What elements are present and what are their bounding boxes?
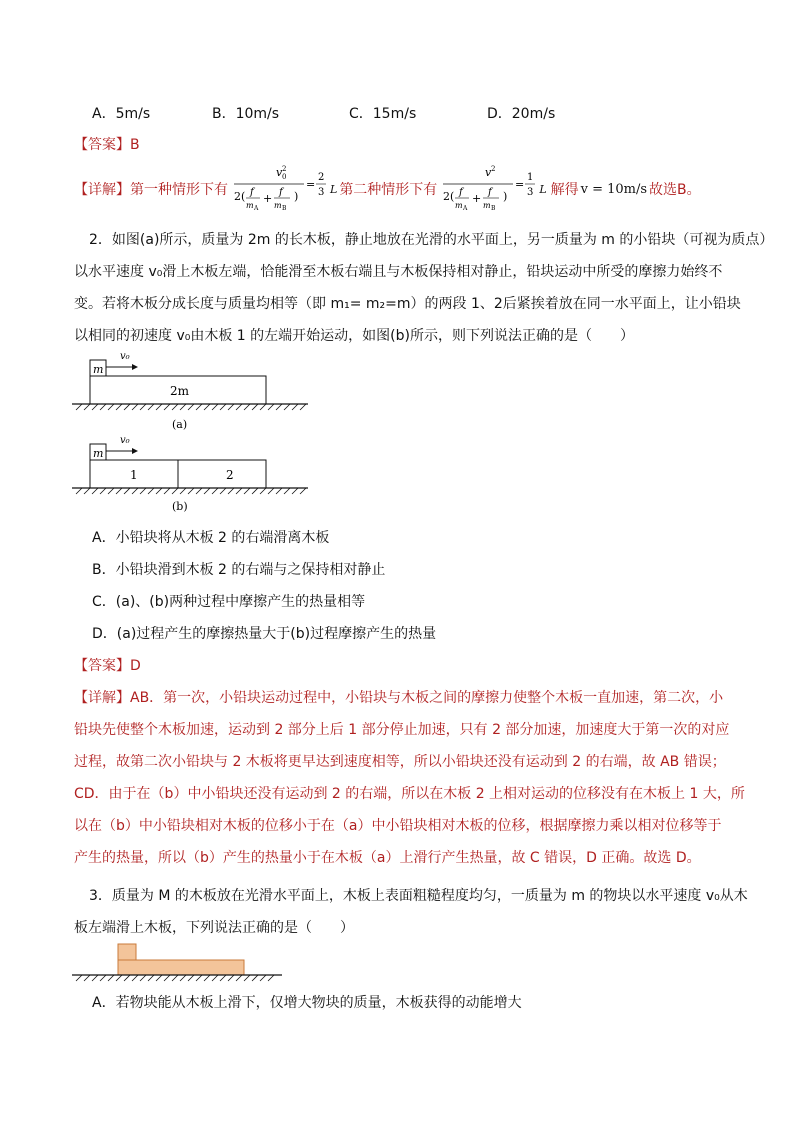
answer-value: D bbox=[130, 658, 141, 674]
svg-text:f: f bbox=[488, 187, 493, 198]
q2-option-d: D．(a)过程产生的摩擦热量大于(b)过程摩擦产生的热量 bbox=[92, 626, 437, 642]
svg-text:+: + bbox=[263, 192, 273, 205]
eq2-L: L bbox=[539, 182, 547, 196]
answer-tag: 【答案】 bbox=[74, 658, 130, 674]
figure-b-board2-label: 2 bbox=[226, 468, 234, 482]
svg-text:A: A bbox=[254, 205, 259, 212]
figure-a-caption: (a) bbox=[172, 418, 188, 431]
detail-tag: 【详解】 bbox=[74, 182, 130, 198]
q2-stem-line-3: 变。若将木板分成长度与质量均相等（即 m₁= m₂=m）的两段 1、2后紧挨着放在同一水平面上，让小铅块 bbox=[74, 296, 741, 312]
figure-a-velocity: v₀ bbox=[120, 351, 130, 362]
svg-text:): ) bbox=[503, 190, 508, 203]
q2-stem-line-4: 以相同的初速度 v₀由木板 1 的左端开始运动，如图(b)所示，则下列说法正确的是（ ） bbox=[74, 328, 634, 344]
svg-text:2(: 2( bbox=[234, 190, 246, 203]
q2-detail-line-4: CD．由于在（b）中小铅块还没有运动到 2 的右端，所以在木板 2 上相对运动的位移没有在木板上 1 大，所 bbox=[74, 786, 745, 802]
answer-tag: 【答案】 bbox=[74, 137, 130, 153]
figure-b-block-label: m bbox=[93, 447, 104, 460]
detail-text-2: 第二种情形下有 bbox=[339, 182, 438, 198]
equation-2 bbox=[441, 162, 539, 216]
svg-text:v: v bbox=[485, 166, 492, 179]
figure-a-block-label: m bbox=[93, 363, 104, 376]
q1-option-a: A．5m/s bbox=[92, 106, 151, 122]
svg-text:2: 2 bbox=[318, 172, 325, 183]
svg-text:m: m bbox=[483, 201, 491, 210]
detail-text-1: 第一种情形下有 bbox=[130, 182, 228, 198]
answer-value: B bbox=[130, 137, 140, 153]
figure-a bbox=[72, 348, 312, 434]
q2-option-c: C．(a)、(b)两种过程中摩擦产生的热量相等 bbox=[92, 594, 366, 610]
figure-q3 bbox=[72, 940, 284, 986]
q2-detail-line-3: 过程，故第二次小铅块与 2 木板将更早达到速度相等，所以小铅块还没有运动到 2 的右端，故 AB 错误； bbox=[74, 754, 726, 770]
q3-block bbox=[118, 944, 136, 960]
figure-b-caption: (b) bbox=[172, 500, 188, 513]
svg-text:1: 1 bbox=[527, 172, 534, 183]
svg-text:m: m bbox=[246, 201, 254, 210]
figure-a-board-label: 2m bbox=[170, 384, 190, 398]
q3-stem-line-2: 板左端滑上木板，下列说法正确的是（ ） bbox=[74, 920, 354, 936]
svg-text:f: f bbox=[250, 187, 254, 198]
svg-text:2: 2 bbox=[282, 165, 287, 173]
q2-answer bbox=[74, 655, 141, 675]
q2-detail-line-1: 【详解】AB．第一次，小铅块运动过程中，小铅块与木板之间的摩擦力使整个木板一直加速，第二次，小 bbox=[74, 690, 724, 706]
svg-text:): ) bbox=[294, 190, 299, 203]
q1-answer bbox=[74, 134, 140, 154]
svg-text:m: m bbox=[455, 201, 463, 210]
detail-text-4: 故选 bbox=[649, 182, 678, 198]
figure-b-velocity: v₀ bbox=[120, 435, 130, 446]
q1-detail bbox=[74, 162, 701, 216]
svg-text:v: v bbox=[276, 166, 283, 179]
q2-detail-line-5: 以在（b）中小铅块相对木板的位移小于在（a）中小铅块相对木板的位移，根据摩擦力乘以相对位移等于 bbox=[74, 818, 722, 834]
svg-text:B: B bbox=[282, 205, 287, 212]
svg-text:=: = bbox=[306, 178, 316, 191]
svg-text:f: f bbox=[459, 187, 464, 198]
detail-choice: B。 bbox=[677, 182, 701, 198]
detail-result: v = 10m/s bbox=[580, 181, 648, 197]
svg-text:3: 3 bbox=[318, 187, 325, 198]
q2-stem-line-2: 以水平速度 v₀滑上木板左端，恰能滑至木板右端且与木板保持相对静止，铅块运动中所受的摩擦力始终不 bbox=[74, 264, 723, 280]
svg-text:m: m bbox=[274, 201, 282, 210]
equation-1 bbox=[232, 162, 330, 216]
q3-board bbox=[118, 960, 244, 975]
eq1-L: L bbox=[330, 182, 338, 196]
q3-stem-line-1: 3．质量为 M 的木板放在光滑水平面上，木板上表面粗糙程度均匀，一质量为 m 的物块以水平速度 v₀从木 bbox=[89, 888, 748, 904]
q1-option-d: D．20m/s bbox=[487, 106, 556, 122]
svg-text:A: A bbox=[463, 205, 468, 212]
svg-text:2(: 2( bbox=[443, 190, 455, 203]
svg-text:3: 3 bbox=[527, 187, 534, 198]
q3-option-a: A．若物块能从木板上滑下，仅增大物块的质量，木板获得的动能增大 bbox=[92, 995, 522, 1011]
q2-detail-line-2: 铅块先使整个木板加速，运动到 2 部分上后 1 部分停止加速，只有 2 部分加速，加速度大于第一次的对应 bbox=[74, 722, 730, 738]
svg-text:f: f bbox=[279, 187, 283, 198]
q2-detail-line-6: 产生的热量，所以（b）产生的热量小于在木板（a）上滑行产生热量，故 C 错误，D 正确。故选 D。 bbox=[74, 850, 701, 866]
q1-option-c: C．15m/s bbox=[349, 106, 417, 122]
figure-b bbox=[72, 430, 312, 520]
svg-text:2: 2 bbox=[491, 165, 496, 173]
detail-text-3: 解得 bbox=[550, 182, 579, 198]
svg-text:=: = bbox=[515, 178, 525, 191]
svg-text:B: B bbox=[491, 205, 496, 212]
q1-option-b: B．10m/s bbox=[212, 106, 280, 122]
q2-option-a: A．小铅块将从木板 2 的右端滑离木板 bbox=[92, 530, 330, 546]
svg-text:0: 0 bbox=[282, 173, 287, 181]
q2-stem-line-1: 2．如图(a)所示，质量为 2m 的长木板，静止地放在光滑的水平面上，另一质量为 m 的小铅块（可视为质点） bbox=[89, 232, 774, 248]
q2-option-b: B．小铅块滑到木板 2 的右端与之保持相对静止 bbox=[92, 562, 386, 578]
svg-text:+: + bbox=[472, 192, 482, 205]
figure-b-board1-label: 1 bbox=[130, 468, 138, 482]
